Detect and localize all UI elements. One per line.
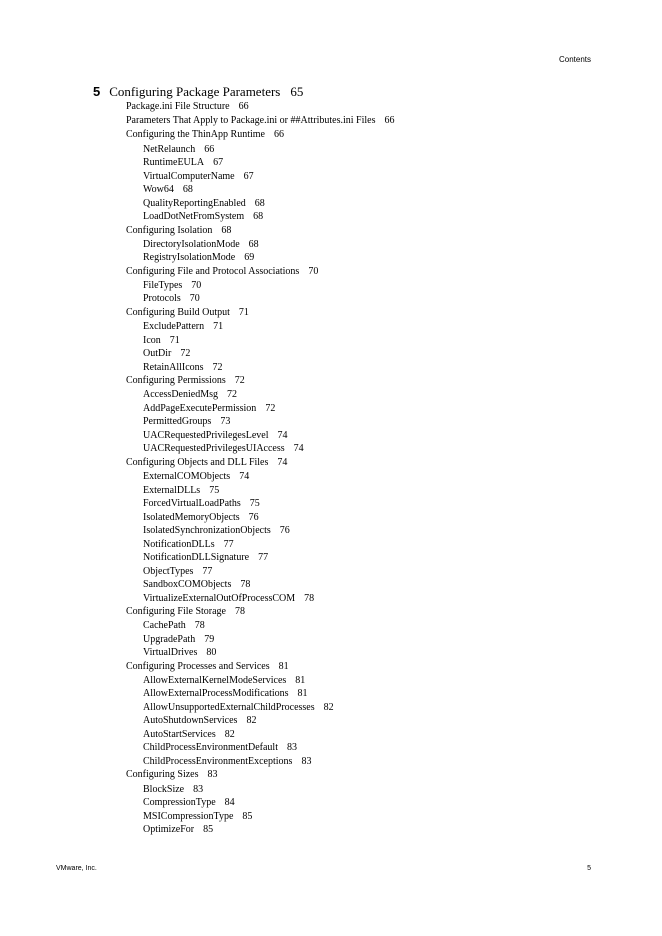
toc-entry-page: 84 <box>224 797 235 809</box>
toc-entry-title: Configuring Build Output <box>126 306 230 318</box>
toc-entry-title: ChildProcessEnvironmentExceptions <box>143 755 293 767</box>
toc-entry-title: QualityReportingEnabled <box>143 197 246 209</box>
toc-subsection-entry[interactable] <box>0 347 662 361</box>
toc-subsection-entry[interactable] <box>0 578 662 592</box>
toc-entry-title: AllowExternalProcessModifications <box>143 688 289 700</box>
toc-entry-page: 74 <box>239 471 250 482</box>
toc-subsection-entry[interactable] <box>0 415 662 429</box>
toc-subsection-entry[interactable] <box>0 442 662 456</box>
toc-subsection-entry[interactable] <box>0 565 662 579</box>
toc-entry-page: 68 <box>254 197 265 209</box>
toc-entry-title: VirtualizeExternalOutOfProcessCOM <box>143 592 296 604</box>
toc-subsection-entry[interactable] <box>0 714 662 728</box>
toc-entry-page: 72 <box>265 402 276 414</box>
toc-entry-page: 83 <box>301 755 312 767</box>
toc-entry-title: Icon <box>143 334 161 346</box>
toc-subsection-entry[interactable] <box>0 388 662 402</box>
toc-entry-page: 81 <box>278 660 289 672</box>
toc-entry-title: AllowUnsupportedExternalChildProcesses <box>143 701 315 713</box>
toc-entry-page: 77 <box>258 552 269 563</box>
toc-section-entry[interactable] <box>0 660 662 674</box>
toc-entry-title: AutoShutdownServices <box>143 715 238 727</box>
footer-company: VMware, Inc. <box>56 865 97 872</box>
toc-subsection-entry[interactable] <box>0 823 662 837</box>
toc-section-entry[interactable] <box>0 224 662 238</box>
toc-entry-title: NetRelaunch <box>143 143 196 155</box>
toc-entry-title: LoadDotNetFromSystem <box>143 211 245 223</box>
toc-section-entry[interactable] <box>0 456 662 470</box>
toc-subsection-entry[interactable] <box>0 429 662 443</box>
toc-subsection-entry[interactable] <box>0 783 662 797</box>
toc-entry-page: 78 <box>240 579 251 590</box>
toc-entry-title: DirectoryIsolationMode <box>143 238 240 250</box>
toc-entry-page: 67 <box>213 157 224 169</box>
toc-entry-title: MSICompressionType <box>143 810 234 822</box>
toc-subsection-entry[interactable] <box>0 728 662 742</box>
toc-subsection-entry[interactable] <box>0 538 662 552</box>
toc-entry-title: PermittedGroups <box>143 416 212 428</box>
toc-entry-page: 85 <box>242 810 253 822</box>
toc-entry-page: 75 <box>209 484 220 496</box>
toc-entry-page: 66 <box>384 115 395 127</box>
toc-section-entry[interactable] <box>0 128 662 142</box>
toc-entry-page: 83 <box>286 742 297 754</box>
toc-entry-title: CachePath <box>143 620 186 632</box>
toc-subsection-entry[interactable] <box>0 524 662 538</box>
toc-entry-title: FileTypes <box>143 279 183 291</box>
toc-subsection-entry[interactable] <box>0 170 662 184</box>
toc-section-entry[interactable] <box>0 605 662 619</box>
toc-entry-page: 71 <box>238 306 249 318</box>
toc-entry-page: 67 <box>243 170 254 182</box>
toc-entry-page: 76 <box>279 525 290 536</box>
toc-subsection-entry[interactable] <box>0 619 662 633</box>
toc-entry-title: Parameters That Apply to Package.ini or ##Attributes.ini Files <box>126 115 376 127</box>
toc-entry-title: AutoStartServices <box>143 728 216 740</box>
toc-entry-page: 72 <box>234 375 245 387</box>
toc-entry-title: UpgradePath <box>143 633 196 645</box>
toc-entry-page: 75 <box>249 498 260 509</box>
toc-entry-page: 66 <box>238 101 249 112</box>
toc-entry-page: 72 <box>180 348 191 360</box>
toc-subsection-entry[interactable] <box>0 197 662 211</box>
toc-entry-title: VirtualComputerName <box>143 170 235 182</box>
toc-subsection-entry[interactable] <box>0 646 662 660</box>
toc-entry-title: Configuring Isolation <box>126 224 213 236</box>
toc-subsection-entry[interactable] <box>0 741 662 755</box>
toc-entry-title: Configuring Permissions <box>126 375 226 387</box>
chapter-heading[interactable] <box>93 84 303 100</box>
toc-entry-page: 79 <box>204 633 215 645</box>
toc-entry-page: 70 <box>191 279 202 291</box>
toc-subsection-entry[interactable] <box>0 755 662 769</box>
toc-entry-title: IsolatedSynchronizationObjects <box>143 525 271 536</box>
toc-entry-page: 72 <box>212 361 223 373</box>
toc-entry-title: BlockSize <box>143 783 185 795</box>
toc-subsection-entry[interactable] <box>0 402 662 416</box>
toc-entry-title: OutDir <box>143 348 172 360</box>
toc-subsection-entry[interactable] <box>0 334 662 348</box>
toc-subsection-entry[interactable] <box>0 183 662 197</box>
toc-entry-title: NotificationDLLSignature <box>143 552 250 563</box>
toc-subsection-entry[interactable] <box>0 551 662 565</box>
toc-entry-title: ExcludePattern <box>143 321 205 333</box>
toc-entry-title: ExternalCOMObjects <box>143 471 231 482</box>
toc-entry-page: 82 <box>246 715 257 727</box>
toc-entry-page: 73 <box>220 416 231 428</box>
toc-entry-page: 68 <box>253 211 264 223</box>
toc-subsection-entry[interactable] <box>0 674 662 688</box>
toc-entry-title: CompressionType <box>143 797 216 809</box>
toc-entry-title: OptimizeFor <box>143 824 195 836</box>
toc-entry-page: 68 <box>182 184 193 196</box>
toc-entry-title: AccessDeniedMsg <box>143 389 218 401</box>
toc-entry-title: AllowExternalKernelModeServices <box>143 674 287 686</box>
toc-entry-title: Configuring Processes and Services <box>126 660 270 672</box>
toc-subsection-entry[interactable] <box>0 238 662 252</box>
toc-entry-page: 85 <box>203 824 214 836</box>
toc-entry-page: 72 <box>226 389 237 401</box>
toc-entry-page: 77 <box>202 565 213 577</box>
toc-entry-title: SandboxCOMObjects <box>143 579 232 590</box>
toc-subsection-entry[interactable] <box>0 156 662 170</box>
toc-subsection-entry[interactable] <box>0 592 662 606</box>
toc-subsection-entry[interactable] <box>0 511 662 525</box>
toc-entry-page: 78 <box>235 606 245 617</box>
toc-entry-page: 74 <box>277 456 288 468</box>
toc-entry-title: UACRequestedPrivilegesLevel <box>143 429 269 441</box>
toc-section-entry[interactable] <box>0 768 662 782</box>
toc-entry-page: 70 <box>189 293 200 305</box>
footer-page-number: 5 <box>587 865 591 872</box>
toc-subsection-entry[interactable] <box>0 251 662 265</box>
toc-subsection-entry[interactable] <box>0 701 662 715</box>
toc-entry-title: Package.ini File Structure <box>126 101 230 112</box>
toc-entry-title: Protocols <box>143 293 181 305</box>
toc-subsection-entry[interactable] <box>0 210 662 224</box>
toc-section-entry[interactable] <box>0 374 662 388</box>
toc-subsection-entry[interactable] <box>0 279 662 293</box>
toc-entry-page: 81 <box>297 688 308 700</box>
toc-subsection-entry[interactable] <box>0 292 662 306</box>
toc-entry-page: 76 <box>248 511 259 523</box>
toc-section-entry[interactable] <box>0 100 662 114</box>
toc-entry-title: Configuring Objects and DLL Files <box>126 456 269 468</box>
toc-entry-title: Configuring File and Protocol Associations <box>126 265 300 277</box>
toc-subsection-entry[interactable] <box>0 143 662 157</box>
toc-entry-page: 80 <box>206 647 217 659</box>
toc-entry-title: RetainAllIcons <box>143 361 204 373</box>
toc-entry-title: RegistryIsolationMode <box>143 252 236 264</box>
toc-entry-page: 68 <box>248 238 259 250</box>
toc-subsection-entry[interactable] <box>0 810 662 824</box>
toc-entry-page: 74 <box>277 429 288 441</box>
toc-entry-title: VirtualDrives <box>143 647 198 659</box>
toc-entry-page: 78 <box>304 592 315 604</box>
toc-entry-title: IsolatedMemoryObjects <box>143 511 240 523</box>
chapter-title: Configuring Package Parameters <box>109 84 281 99</box>
toc-entry-title: Wow64 <box>143 184 174 196</box>
toc-entry-title: UACRequestedPrivilegesUIAccess <box>143 443 285 455</box>
toc-subsection-entry[interactable] <box>0 320 662 334</box>
toc-subsection-entry[interactable] <box>0 796 662 810</box>
toc-section-entry[interactable] <box>0 306 662 320</box>
chapter-number: 5 <box>93 84 101 99</box>
toc-entry-title: ExternalDLLs <box>143 484 201 496</box>
toc-entry-page: 77 <box>223 538 234 550</box>
toc-entry-page: 66 <box>204 143 215 155</box>
toc-entry-page: 81 <box>295 674 306 686</box>
toc-section-entry[interactable] <box>0 265 662 279</box>
toc-entry-page: 82 <box>224 728 235 740</box>
toc-entry-page: 78 <box>194 620 205 632</box>
toc-entry-title: Configuring Sizes <box>126 769 199 781</box>
toc-entry-page: 83 <box>207 769 218 781</box>
toc-subsection-entry[interactable] <box>0 687 662 701</box>
toc-entry-title: ObjectTypes <box>143 565 194 577</box>
toc-entry-page: 71 <box>169 334 180 346</box>
toc-entry-title: Configuring the ThinApp Runtime <box>126 129 265 141</box>
toc-entry-page: 82 <box>323 701 334 713</box>
toc-entry-page: 69 <box>244 252 255 264</box>
toc-entry-title: AddPageExecutePermission <box>143 402 257 414</box>
running-header: Contents <box>558 55 591 64</box>
toc-entry-title: RuntimeEULA <box>143 157 205 169</box>
toc-entry-page: 83 <box>193 783 204 795</box>
toc-entry-page: 71 <box>213 321 224 333</box>
toc-section-entry[interactable] <box>0 114 662 128</box>
toc-entry-title: ChildProcessEnvironmentDefault <box>143 742 278 754</box>
toc-subsection-entry[interactable] <box>0 633 662 647</box>
toc-entry-page: 66 <box>273 129 284 141</box>
table-of-contents <box>0 100 662 837</box>
toc-subsection-entry[interactable] <box>0 497 662 511</box>
toc-entry-title: NotificationDLLs <box>143 538 215 550</box>
toc-entry-page: 68 <box>221 224 232 236</box>
toc-entry-page: 74 <box>293 443 304 455</box>
toc-subsection-entry[interactable] <box>0 484 662 498</box>
toc-entry-title: ForcedVirtualLoadPaths <box>143 498 241 509</box>
toc-entry-page: 70 <box>308 265 319 277</box>
toc-entry-title: Configuring File Storage <box>126 606 226 617</box>
toc-subsection-entry[interactable] <box>0 361 662 375</box>
toc-subsection-entry[interactable] <box>0 470 662 484</box>
chapter-page-number: 65 <box>290 84 304 99</box>
